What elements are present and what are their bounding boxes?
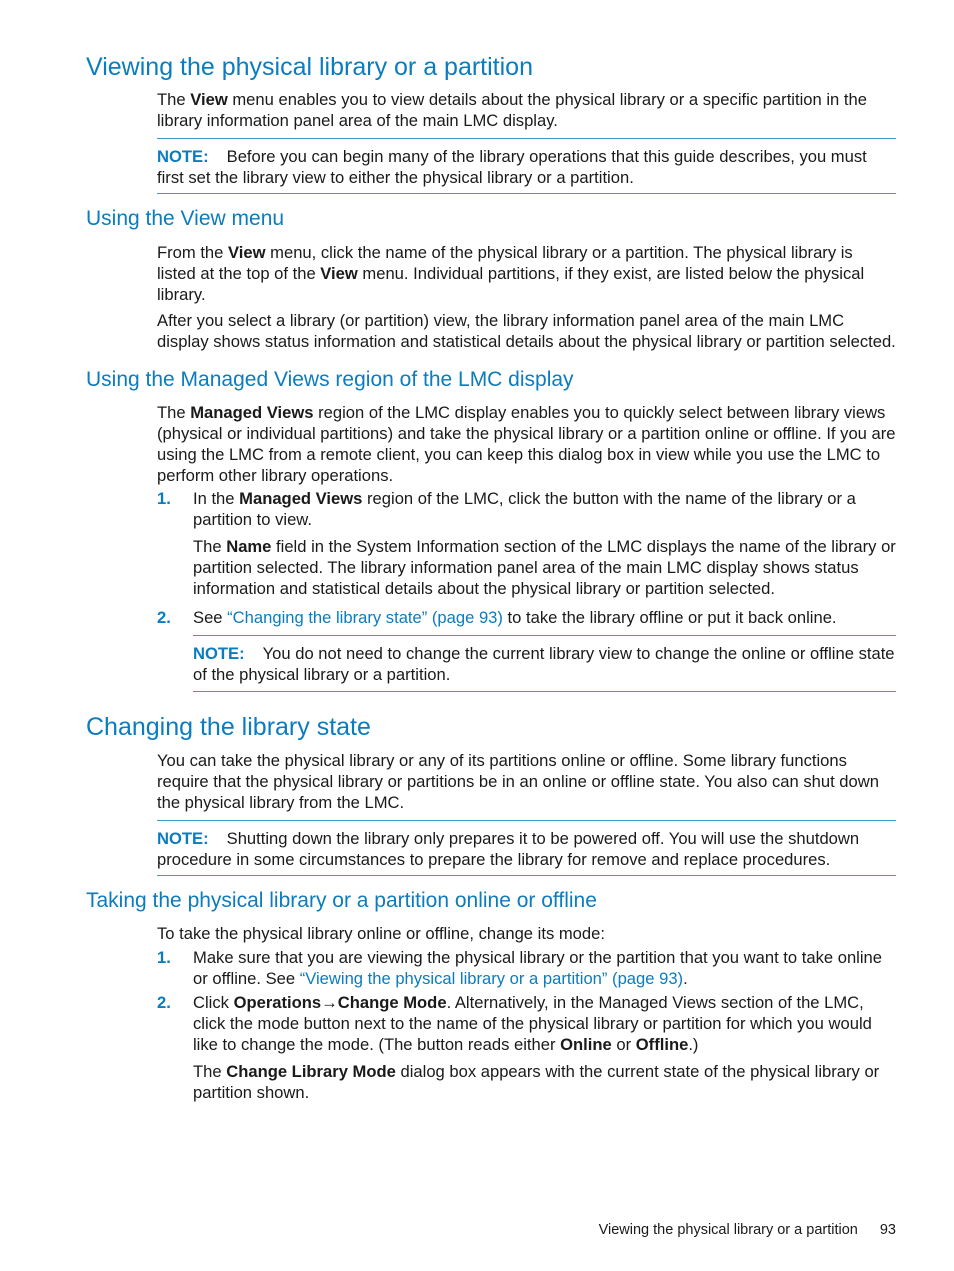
step-text: Click Operations→Change Mode. Alternatively, in the Managed Views section of the LMC, click the mode button next to the name of the physical library or partition for which you would like to change the mode. (The button reads either Online or Offline.) <box>193 993 872 1054</box>
view-menu-para-2: After you select a library (or partition) view, the library information panel area of the main LMC display shows status information and statistical details about the physical library or partition selected. <box>157 311 896 351</box>
xref-link-viewing[interactable]: “Viewing the physical library or a partition” (page 93) <box>299 969 684 988</box>
page-footer <box>599 1222 896 1238</box>
view-menu-para-1: From the View menu, click the name of the physical library or a partition. The physical library is listed at the top of the View menu. Individual partitions, if they exist, are listed below the physical library. <box>157 243 865 304</box>
section-title-changing-state: Changing the library state <box>86 713 371 741</box>
note-label: NOTE: <box>193 644 245 663</box>
step-item <box>157 607 896 628</box>
step-number: 2. <box>157 993 171 1012</box>
step-text: In the Managed Views region of the LMC, click the button with the name of the library or a partition to view. <box>193 489 856 529</box>
footer-running-title: Viewing the physical library or a partition <box>598 1222 858 1238</box>
page-number: 93 <box>879 1222 896 1238</box>
changing-state-intro: You can take the physical library or any of its partitions online or offline. Some library functions require that the physical library or partitions be in an online or offline state. You also can shut down the physical library from the LMC. <box>157 751 879 812</box>
step-item <box>157 488 896 530</box>
section-title-viewing: Viewing the physical library or a partition <box>86 53 533 81</box>
note-box-managed-views <box>193 635 896 692</box>
step-item <box>157 992 896 1055</box>
step-detail: The Change Library Mode dialog box appears with the current state of the physical library or partition shown. <box>193 1062 880 1102</box>
subsection-title-view-menu: Using the View menu <box>86 207 285 230</box>
note-label: NOTE: <box>157 829 209 848</box>
xref-link-changing-state[interactable]: “Changing the library state” (page 93) <box>227 608 503 627</box>
step-item <box>157 947 896 989</box>
step-number: 2. <box>157 608 171 627</box>
note-label: NOTE: <box>157 147 209 166</box>
note-text: You do not need to change the current library view to change the online or offline state of the physical library or a partition. <box>193 644 895 684</box>
step-detail: The Name field in the System Information section of the LMC displays the name of the library or partition selected. The library information panel area of the main LMC display shows status information and statistical details about the physical library or partition selected. <box>193 537 896 598</box>
note-box-view <box>157 138 896 194</box>
step-text: See “Changing the library state” (page 93) to take the library offline or put it back online. <box>193 608 837 627</box>
step-text: Make sure that you are viewing the physical library or the partition that you want to take online or offline. See “Viewing the physical library or a partition” (page 93). <box>193 948 883 988</box>
note-box-shutdown <box>157 820 896 876</box>
step-number: 1. <box>157 948 171 967</box>
note-text: Before you can begin many of the library operations that this guide describes, you must first set the library view to either the physical library or a partition. <box>157 147 867 187</box>
viewing-intro: The View menu enables you to view details about the physical library or a specific partition in the library information panel area of the main LMC display. <box>157 90 867 130</box>
online-offline-intro: To take the physical library online or offline, change its mode: <box>157 924 605 943</box>
note-text: Shutting down the library only prepares it to be powered off. You will use the shutdown procedure in some circumstances to prepare the library for remove and replace procedures. <box>157 829 860 869</box>
managed-views-intro: The Managed Views region of the LMC display enables you to quickly select between library views (physical or individual partitions) and take the physical library or a partition online or offline. If you are using the LMC from a remote client, you can keep this dialog box in view while you use the LMC to perform other library operations. <box>157 403 896 485</box>
step-number: 1. <box>157 489 171 508</box>
subsection-title-managed-views: Using the Managed Views region of the LMC display <box>86 368 574 391</box>
subsection-title-online-offline: Taking the physical library or a partition online or offline <box>86 889 597 912</box>
